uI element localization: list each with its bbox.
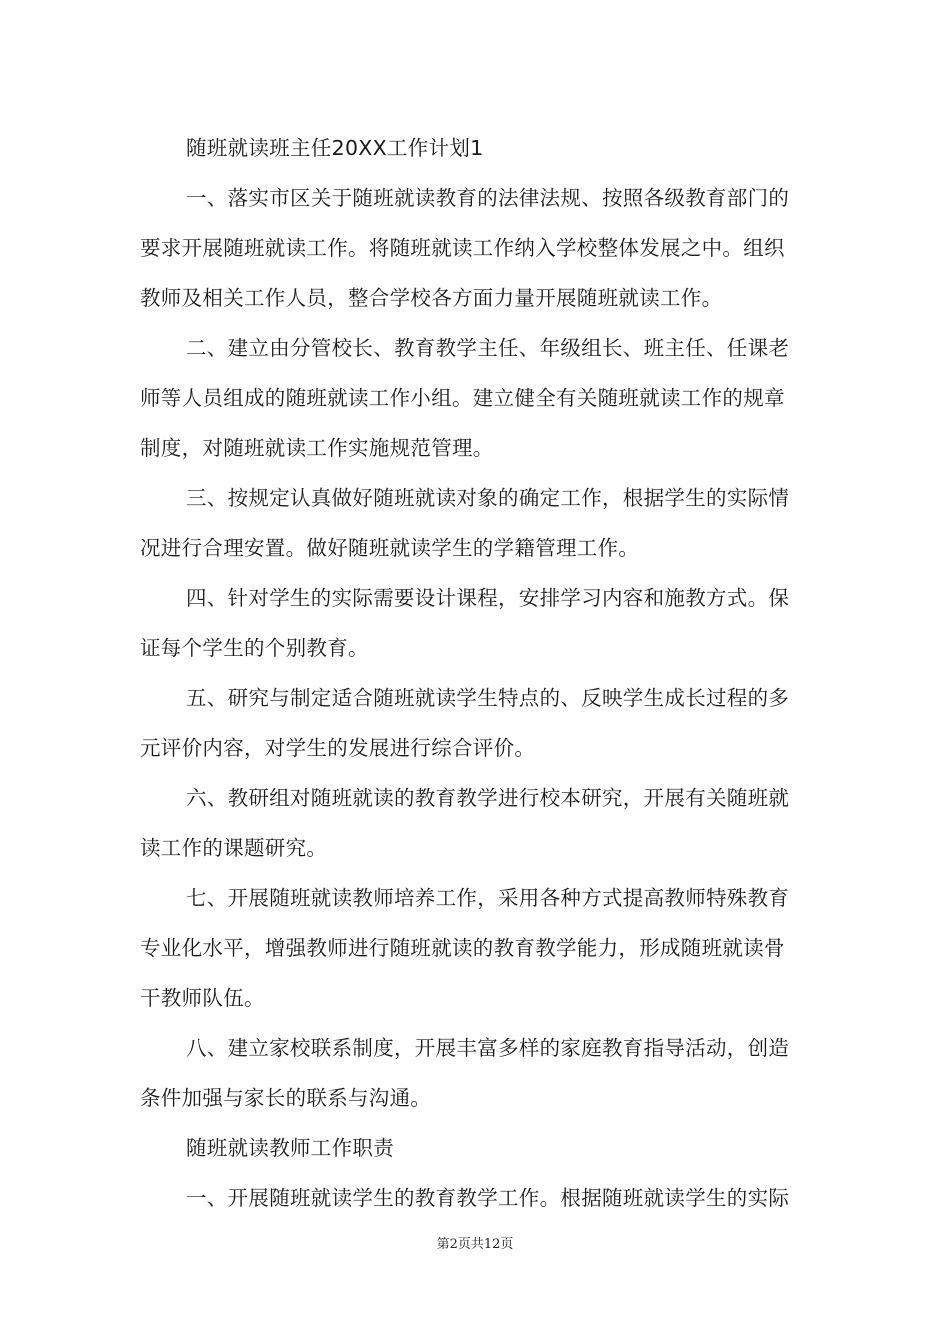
paragraph-line: 元评价内容，对学生的发展进行综合评价。 [140, 736, 536, 760]
paragraph-line: 要求开展随班就读工作。将随班就读工作纳入学校整体发展之中。组织 [140, 236, 785, 260]
paragraph-line: 六、教研组对随班就读的教育教学进行校本研究，开展有关随班就 [186, 786, 790, 810]
paragraph-line: 条件加强与家长的联系与沟通。 [140, 1086, 432, 1110]
document-body [140, 123, 812, 1223]
paragraph-line: 读工作的课题研究。 [140, 836, 328, 860]
paragraph-line: 专业化水平，增强教师进行随班就读的教育教学能力，形成随班就读骨 [140, 936, 785, 960]
paragraph-line: 一、开展随班就读学生的教育教学工作。根据随班就读学生的实际 [186, 1186, 790, 1210]
paragraph-line: 证每个学生的个别教育。 [140, 636, 369, 660]
paragraph-line: 三、按规定认真做好随班就读对象的确定工作，根据学生的实际情 [186, 486, 790, 510]
paragraph-line: 教师及相关工作人员，整合学校各方面力量开展随班就读工作。 [140, 286, 723, 310]
paragraph-line: 制度，对随班就读工作实施规范管理。 [140, 436, 494, 460]
paragraph-line: 四、针对学生的实际需要设计课程，安排学习内容和施教方式。保 [186, 586, 790, 610]
paragraph-line: 五、研究与制定适合随班就读学生特点的、反映学生成长过程的多 [186, 686, 790, 710]
paragraph-line: 一、落实市区关于随班就读教育的法律法规、按照各级教育部门的 [186, 186, 790, 210]
page-footer: 第2页共12页 [436, 1237, 514, 1252]
paragraph-line: 况进行合理安置。做好随班就读学生的学籍管理工作。 [140, 536, 640, 560]
paragraph-line: 八、建立家校联系制度，开展丰富多样的家庭教育指导活动，创造 [186, 1036, 790, 1060]
section-heading: 随班就读教师工作职责 [186, 1136, 394, 1160]
paragraph-line: 干教师队伍。 [140, 986, 265, 1010]
paragraph-line: 师等人员组成的随班就读工作小组。建立健全有关随班就读工作的规章 [140, 386, 785, 410]
section-heading: 随班就读班主任20XX工作计划1 [186, 136, 484, 160]
paragraph-line: 七、开展随班就读教师培养工作，采用各种方式提高教师特殊教育 [186, 886, 790, 910]
paragraph-line: 二、建立由分管校长、教育教学主任、年级组长、班主任、任课老 [186, 336, 790, 360]
